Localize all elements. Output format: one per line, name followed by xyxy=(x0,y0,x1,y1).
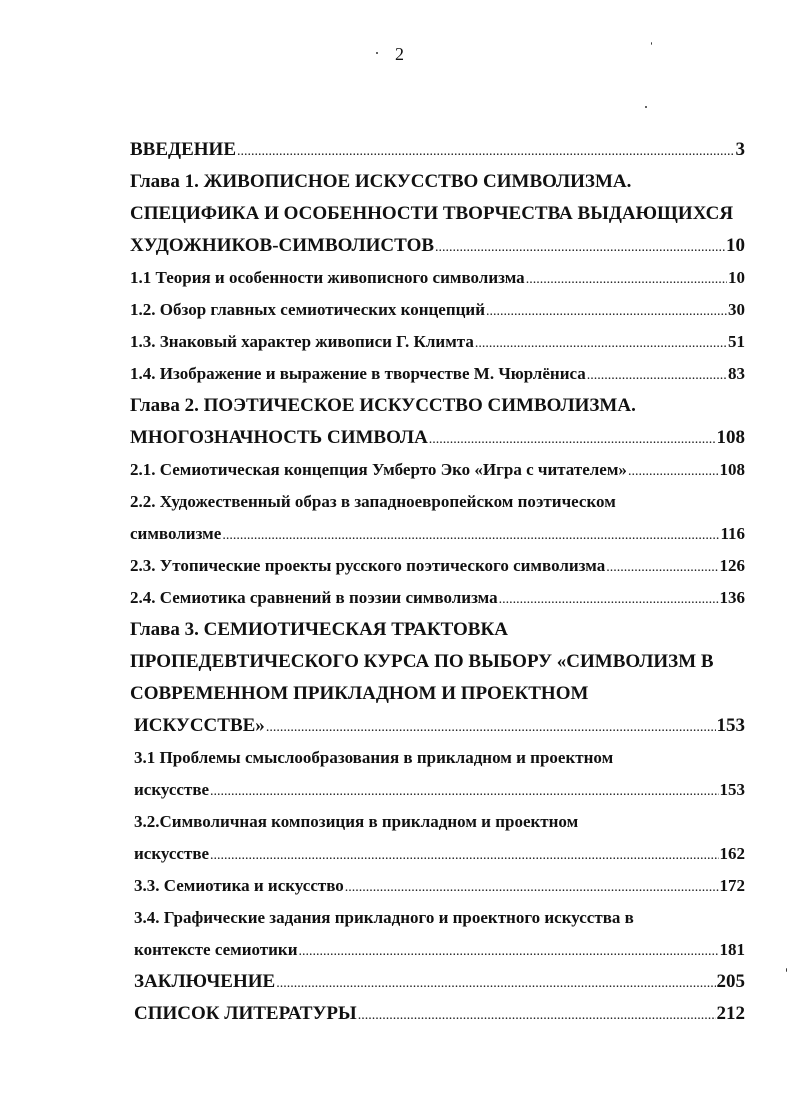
toc-entry-page: 162 xyxy=(719,844,745,863)
toc-entry-title: СОВРЕМЕННОМ ПРИКЛАДНОМ И ПРОЕКТНОМ xyxy=(130,683,589,704)
toc-entry xyxy=(130,646,745,678)
toc-entry-title: СПИСОК ЛИТЕРАТУРЫ xyxy=(134,1003,357,1024)
toc-entry-title: 1.4. Изображение и выражение в творчестве М. Чюрлёниса xyxy=(130,364,586,383)
toc-entry-title: 3.1 Проблемы смыслообразования в прикладном и проектном xyxy=(134,748,614,767)
scan-speck xyxy=(786,968,787,972)
dot-leader xyxy=(222,520,719,550)
toc-entry xyxy=(130,614,745,646)
dot-leader xyxy=(266,712,716,742)
toc-entry xyxy=(130,198,745,230)
scan-speck xyxy=(376,52,378,54)
toc-entry-page: 126 xyxy=(719,556,745,575)
dot-leader xyxy=(210,776,718,806)
toc-entry-title: Глава 2. ПОЭТИЧЕСКОЕ ИСКУССТВО СИМВОЛИЗМА. xyxy=(130,395,636,416)
scan-speck xyxy=(645,106,647,108)
dot-leader xyxy=(429,424,716,454)
toc-entry-page: 181 xyxy=(719,940,745,959)
toc-entry-page: 30 xyxy=(728,300,745,319)
toc-entry xyxy=(130,326,745,358)
toc-entry-title: 1.1 Теория и особенности живописного символизма xyxy=(130,268,525,287)
toc-entry-page: 205 xyxy=(716,971,745,992)
toc-entry-page: 116 xyxy=(720,524,745,543)
dot-leader xyxy=(435,232,725,262)
toc-entry xyxy=(134,774,745,806)
toc-entry xyxy=(130,358,745,390)
toc-entry xyxy=(130,230,745,262)
table-of-contents xyxy=(130,134,745,1030)
toc-entry xyxy=(134,710,745,742)
toc-entry xyxy=(130,262,745,294)
toc-entry-title: символизме xyxy=(130,524,222,543)
toc-entry-page: 212 xyxy=(716,1003,745,1024)
toc-entry-title: СПЕЦИФИКА И ОСОБЕННОСТИ ТВОРЧЕСТВА ВЫДАЮЩИХСЯ xyxy=(130,203,734,224)
toc-entry xyxy=(134,902,745,934)
dot-leader xyxy=(526,264,727,294)
toc-entry xyxy=(130,390,745,422)
toc-entry xyxy=(130,422,745,454)
toc-entry-title: ЗАКЛЮЧЕНИЕ xyxy=(134,971,276,992)
dot-leader xyxy=(299,936,719,966)
toc-entry-page: 153 xyxy=(719,780,745,799)
toc-entry xyxy=(134,966,745,998)
dot-leader xyxy=(210,840,718,870)
toc-entry xyxy=(134,742,745,774)
toc-entry-title: 1.3. Знаковый характер живописи Г. Климта xyxy=(130,332,474,351)
toc-entry-page: 10 xyxy=(726,235,745,256)
dot-leader xyxy=(358,1000,716,1030)
toc-entry-title: 3.3. Семиотика и искусство xyxy=(134,876,344,895)
toc-entry-title: ИСКУССТВЕ» xyxy=(134,715,265,736)
toc-entry-title: МНОГОЗНАЧНОСТЬ СИМВОЛА xyxy=(130,427,428,448)
toc-entry xyxy=(130,678,745,710)
toc-entry-title: искусстве xyxy=(134,844,210,863)
toc-entry-page: 3 xyxy=(735,139,745,160)
toc-entry-title: Глава 3. СЕМИОТИЧЕСКАЯ ТРАКТОВКА xyxy=(130,619,508,640)
dot-leader xyxy=(606,552,718,582)
toc-entry xyxy=(134,838,745,870)
toc-entry-title: контексте семиотики xyxy=(134,940,298,959)
toc-entry-page: 172 xyxy=(719,876,745,895)
dot-leader xyxy=(587,360,727,390)
dot-leader xyxy=(475,328,727,358)
toc-entry xyxy=(134,806,745,838)
dot-leader xyxy=(628,456,719,486)
dot-leader xyxy=(499,584,719,614)
toc-entry-title: 2.2. Художественный образ в западноевропейском поэтическом xyxy=(130,492,616,511)
toc-entry xyxy=(130,486,745,518)
toc-entry xyxy=(130,518,745,550)
toc-entry-page: 153 xyxy=(716,715,745,736)
toc-entry-page: 83 xyxy=(728,364,745,383)
toc-entry-page: 10 xyxy=(728,268,745,287)
toc-entry-title: ПРОПЕДЕВТИЧЕСКОГО КУРСА ПО ВЫБОРУ «СИМВОЛИЗМ В xyxy=(130,651,714,672)
toc-entry xyxy=(134,934,745,966)
toc-entry xyxy=(130,454,745,486)
dot-leader xyxy=(345,872,719,902)
toc-entry xyxy=(130,294,745,326)
toc-entry-title: 2.1. Семиотическая концепция Умберто Эко «Игра с читателем» xyxy=(130,460,627,479)
toc-entry-page: 108 xyxy=(716,427,745,448)
dot-leader xyxy=(276,968,715,998)
toc-entry-title: 1.2. Обзор главных семиотических концепций xyxy=(130,300,486,319)
toc-entry xyxy=(130,582,745,614)
toc-entry-page: 51 xyxy=(728,332,745,351)
toc-entry xyxy=(130,166,745,198)
toc-entry-title: 3.2.Символичная композиция в прикладном и проектном xyxy=(134,812,579,831)
scan-speck xyxy=(651,42,652,45)
toc-entry-title: 3.4. Графические задания прикладного и проектного искусства в xyxy=(134,908,634,927)
dot-leader xyxy=(237,136,735,166)
toc-entry-page: 136 xyxy=(719,588,745,607)
toc-entry-page: 108 xyxy=(719,460,745,479)
dot-leader xyxy=(486,296,727,326)
toc-entry xyxy=(134,870,745,902)
page-number: 2 xyxy=(395,44,404,64)
toc-entry xyxy=(130,550,745,582)
toc-entry-title: 2.3. Утопические проекты русского поэтического символизма xyxy=(130,556,606,575)
toc-entry-title: Глава 1. ЖИВОПИСНОЕ ИСКУССТВО СИМВОЛИЗМА. xyxy=(130,171,632,192)
toc-entry-title: ХУДОЖНИКОВ-СИМВОЛИСТОВ xyxy=(130,235,435,256)
toc-entry-title: искусстве xyxy=(134,780,210,799)
toc-entry xyxy=(130,134,745,166)
toc-entry-title: ВВЕДЕНИЕ xyxy=(130,139,236,160)
toc-entry-title: 2.4. Семиотика сравнений в поэзии символизма xyxy=(130,588,498,607)
toc-entry xyxy=(134,998,745,1030)
